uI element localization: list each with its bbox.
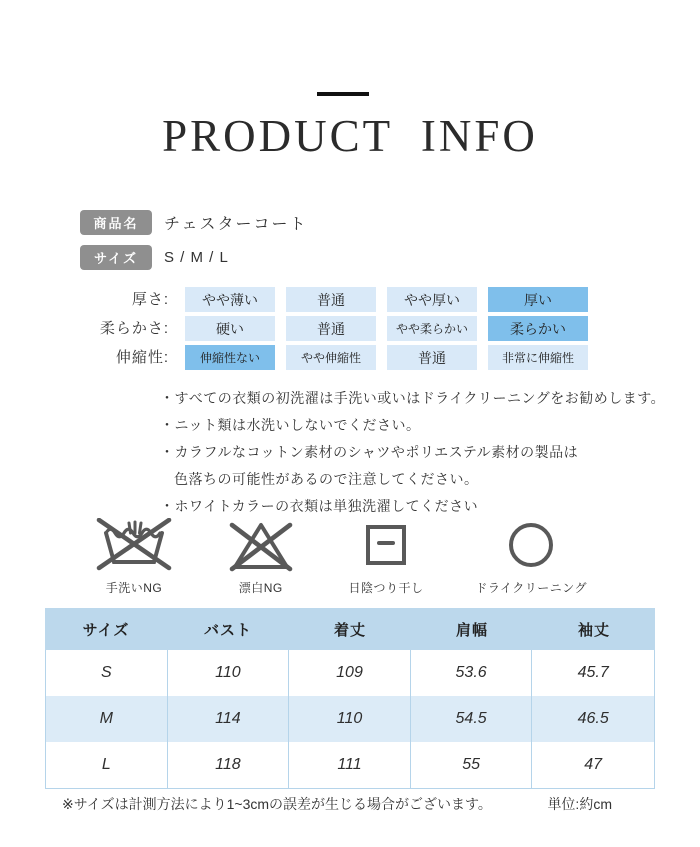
cell-bust: 114: [168, 696, 290, 742]
cell-shoulder: 54.5: [411, 696, 533, 742]
attribute-option: 厚い: [488, 287, 588, 312]
table-row-m: [46, 696, 654, 742]
cell-length: 110: [289, 696, 411, 742]
attribute-option: 硬い: [185, 316, 275, 341]
cell-bust: 118: [168, 742, 290, 788]
attribute-options: [174, 345, 588, 370]
attribute-row-thickness: [0, 287, 588, 312]
attribute-option: やや伸縮性: [286, 345, 376, 370]
care-item-bleach-ng: [225, 518, 297, 596]
attribute-option: 普通: [286, 287, 376, 312]
note-line: ・ニット類は水洗いしないでください。: [160, 417, 421, 433]
note-line: ・すべての衣類の初洗濯は手洗い或いはドライクリーニングをお勧めします。: [160, 390, 666, 406]
cell-shoulder: 53.6: [411, 650, 533, 696]
column-header-sleeve: 袖丈: [577, 621, 610, 639]
cell-sleeve: 45.7: [577, 664, 609, 681]
cell-shoulder: 55: [411, 742, 533, 788]
attribute-option: 普通: [286, 316, 376, 341]
attribute-option: やや厚い: [387, 287, 477, 312]
product-size-chip: サイズ: [80, 245, 152, 270]
product-name-chip: 商品名: [80, 210, 152, 235]
cell-sleeve: 47: [584, 756, 603, 773]
column-header-shoulder: 肩幅: [455, 621, 488, 639]
attribute-grid: [0, 287, 588, 374]
care-notes: [160, 388, 665, 523]
cell-length: 109: [289, 650, 411, 696]
note-line: ・カラフルなコットン素材のシャツやポリエステル素材の製品は: [160, 444, 579, 460]
table-row-l: [46, 742, 654, 788]
size-disclaimer: ※サイズは計測方法により1~3cmの誤差が生じる場合がございます。: [62, 796, 492, 812]
product-name: チェスターコート: [164, 216, 308, 233]
cell-bust: 110: [168, 650, 290, 696]
attribute-label: 柔らかさ:: [99, 320, 169, 337]
care-item-handwash-ng: [95, 518, 173, 596]
care-item-shade-dry: [349, 518, 424, 596]
title-accent-bar: [317, 92, 369, 96]
care-label: 手洗いNG: [105, 581, 163, 595]
attribute-row-stretch: [0, 345, 588, 370]
column-header-size: サイズ: [82, 621, 130, 639]
attribute-option: やや柔らかい: [387, 316, 477, 341]
attribute-option: 非常に伸縮性: [488, 345, 588, 370]
attribute-label: 伸縮性:: [115, 349, 169, 366]
page-title: PRODUCT INFO: [162, 111, 538, 161]
unit-note: 単位:約cm: [547, 796, 612, 812]
product-size-row: [80, 245, 308, 270]
column-header-bust: バスト: [203, 621, 252, 639]
dry-cleaning-icon: [505, 518, 557, 572]
bleach-ng-icon: [225, 518, 297, 572]
product-name-row: [80, 210, 308, 235]
attribute-row-softness: [0, 316, 588, 341]
attribute-options: [174, 287, 588, 312]
product-meta: [80, 210, 308, 280]
size-table-header: [45, 608, 655, 650]
care-icons-row: [95, 518, 587, 596]
footer: [62, 794, 612, 814]
table-row-s: [46, 650, 654, 696]
attribute-options: [174, 316, 588, 341]
size-table-body: [45, 650, 655, 789]
care-label: 漂白NG: [238, 581, 283, 595]
care-item-dry-cleaning: [475, 518, 587, 596]
cell-length: 111: [289, 742, 411, 788]
attribute-label: 厚さ:: [131, 291, 169, 308]
cell-size: L: [46, 742, 168, 788]
attribute-option: 普通: [387, 345, 477, 370]
column-header-length: 着丈: [333, 621, 366, 639]
note-line: ・ホワイトカラーの衣類は単独洗濯してください: [160, 498, 479, 514]
cell-size: S: [46, 650, 168, 696]
size-table: [45, 608, 655, 789]
handwash-ng-icon: [95, 518, 173, 572]
attribute-option: 柔らかい: [488, 316, 588, 341]
attribute-option: 伸縮性ない: [185, 345, 275, 370]
care-label: ドライクリーニング: [475, 581, 587, 595]
shade-line-dry-icon: [361, 518, 411, 572]
attribute-option: やや薄い: [185, 287, 275, 312]
cell-sleeve: 46.5: [577, 710, 609, 727]
product-sizes: S / M / L: [164, 249, 229, 266]
cell-size: M: [46, 696, 168, 742]
note-line-continuation: 色落ちの可能性があるので注意してください。: [174, 471, 479, 487]
care-label: 日陰つり干し: [348, 581, 424, 595]
